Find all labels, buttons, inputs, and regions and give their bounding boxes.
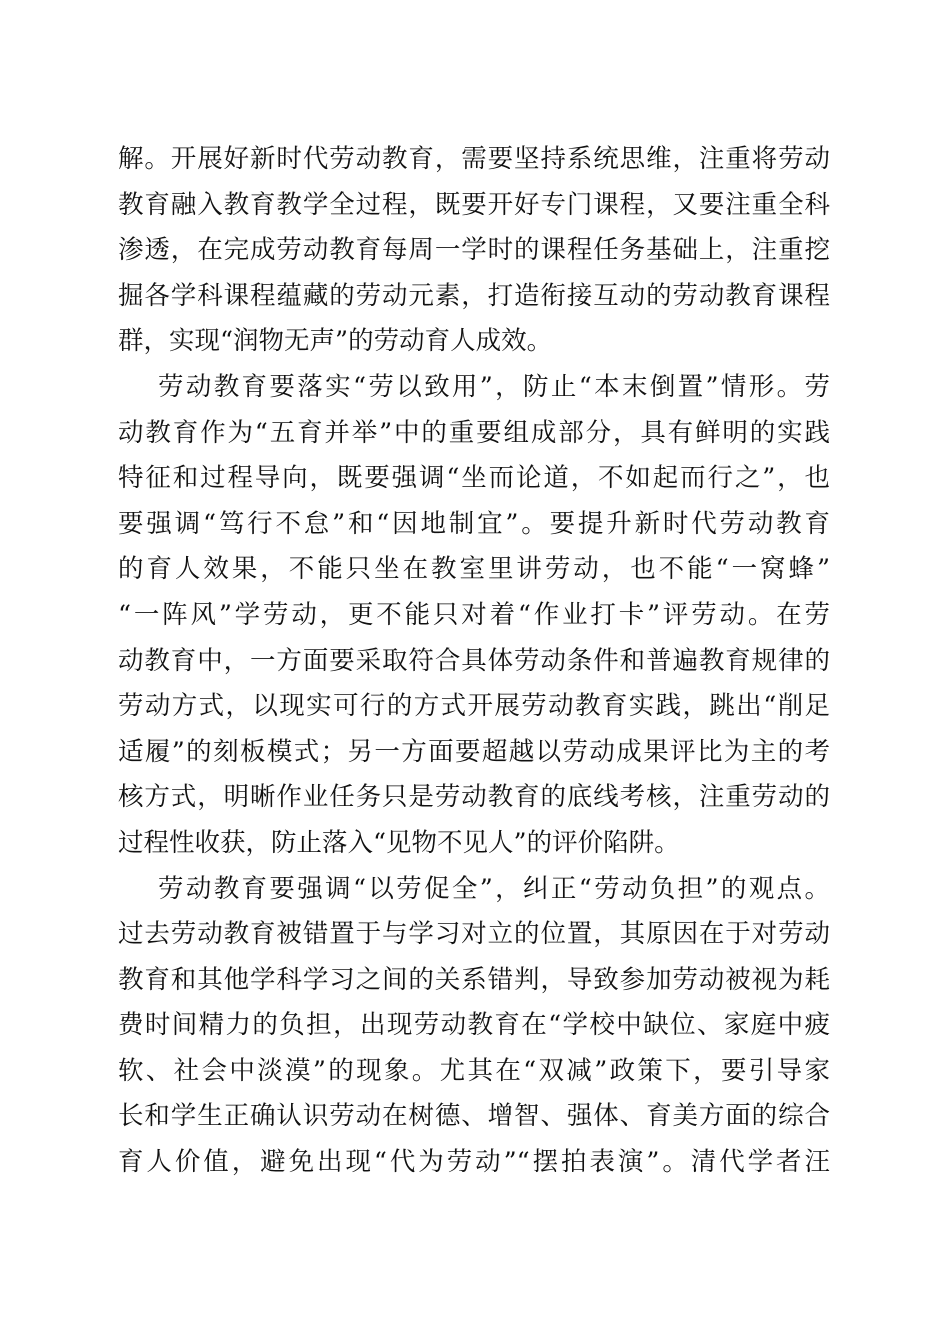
paragraph-line: 渗透，在完成劳动教育每周一学时的课程任务基础上，注重挖: [118, 235, 830, 266]
paragraph-3: [118, 867, 830, 1186]
paragraph-line: 掘各学科课程蕴藏的劳动元素，打造衔接互动的劳动教育课程: [118, 280, 830, 311]
paragraph-line: 要强调“笃行不怠”和“因地制宜”。要提升新时代劳动教育: [118, 508, 830, 539]
paragraph-line: 过去劳动教育被错置于与学习对立的位置，其原因在于对劳动: [118, 919, 830, 950]
paragraph-line: 劳动教育要落实“劳以致用”，防止“本末倒置”情形。劳: [158, 371, 830, 402]
paragraph-2: [118, 365, 830, 867]
paragraph-line: 育人价值，避免出现“代为劳动”“摆拍表演”。清代学者汪: [118, 1147, 830, 1178]
paragraph-line: “一阵风”学劳动，更不能只对着“作业打卡”评劳动。在劳: [118, 599, 830, 630]
paragraph-line: 动教育中，一方面要采取符合具体劳动条件和普遍教育规律的: [118, 645, 830, 676]
paragraph-1: [118, 137, 830, 365]
body-text: [118, 137, 830, 1186]
paragraph-line: 群，实现“润物无声”的劳动育人成效。: [118, 326, 553, 357]
paragraph-line: 的育人效果，不能只坐在教室里讲劳动，也不能“一窝蜂”: [118, 554, 830, 585]
paragraph-line: 过程性收获，防止落入“见物不见人”的评价陷阱。: [118, 827, 680, 858]
paragraph-line: 特征和过程导向，既要强调“坐而论道，不如起而行之”，也: [118, 463, 830, 494]
paragraph-line: 解。开展好新时代劳动教育，需要坚持系统思维，注重将劳动: [118, 144, 830, 174]
paragraph-line: 劳动方式，以现实可行的方式开展劳动教育实践，跳出“削足: [118, 691, 830, 722]
paragraph-line: 动教育作为“五育并举”中的重要组成部分，具有鲜明的实践: [118, 417, 830, 448]
paragraph-line: 核方式，明晰作业任务只是劳动教育的底线考核，注重劳动的: [118, 782, 830, 813]
paragraph-line: 软、社会中淡漠”的现象。尤其在“双减”政策下，要引导家: [118, 1055, 830, 1086]
paragraph-line: 适履”的刻板模式；另一方面要超越以劳动成果评比为主的考: [118, 736, 830, 767]
paragraph-line: 长和学生正确认识劳动在树德、增智、强体、育美方面的综合: [118, 1101, 830, 1132]
paragraph-line: 教育和其他学科学习之间的关系错判，导致参加劳动被视为耗: [118, 964, 830, 995]
paragraph-line: 劳动教育要强调“以劳促全”，纠正“劳动负担”的观点。: [158, 873, 830, 904]
paragraph-line: 教育融入教育教学全过程，既要开好专门课程，又要注重全科: [118, 189, 830, 220]
paragraph-line: 费时间精力的负担，出现劳动教育在“学校中缺位、家庭中疲: [118, 1010, 830, 1041]
